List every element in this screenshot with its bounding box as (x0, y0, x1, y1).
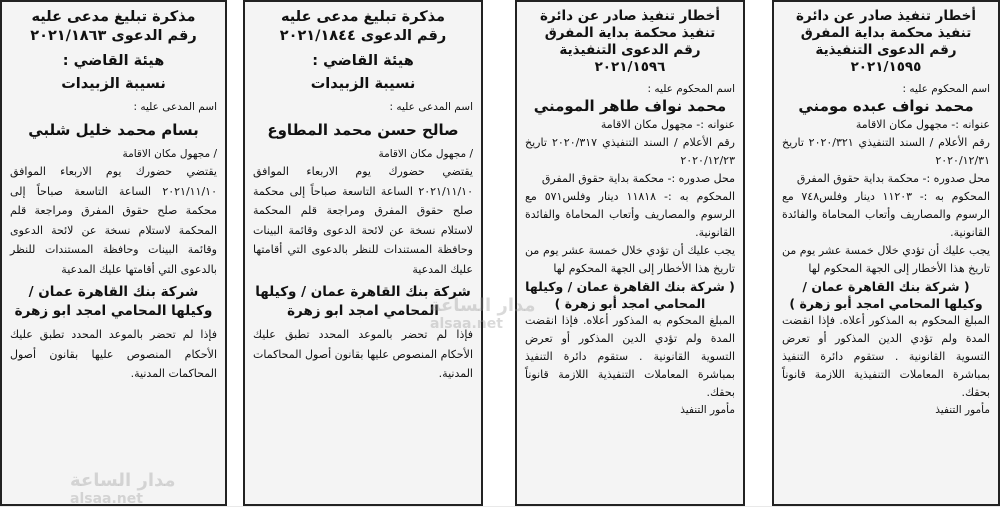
column-gutter (483, 0, 515, 506)
judged-label: اسم المحكوم عليه : (902, 83, 990, 95)
case-number: ٢٠٢١/١٥٩٥ (850, 59, 922, 75)
watermark-title: مدار الساعة (70, 470, 176, 491)
defendant-label: اسم المدعى عليه : (389, 101, 473, 113)
notice-title: مذكرة تبليغ مدعى عليه (280, 9, 446, 25)
judged-amount: المحكوم به :- ١١٢٠٣ دينار وفلس٧٤٨ مع الرسوم والمصاريف وأتعاب المحاماة والفائدة القانونية. (782, 190, 991, 239)
case-number: رقم الدعوى ٢٠٢١/١٨٤٤ (279, 28, 447, 44)
judge-label: هيئة القاضي : (312, 53, 414, 69)
execution-document: رقم الأعلام / السند التنفيذي ٢٠٢٠/٣٢١ تاريخ ٢٠٢٠/١٢/٣١ (782, 136, 990, 167)
defendant-name: بسام محمد خليل شلبي (28, 121, 199, 139)
notice-summons-1863 (0, 0, 227, 506)
notice-execution-1595 (772, 0, 1000, 506)
judge-name: نسيبة الزبيدات (61, 76, 166, 92)
watermark-url: alsaa.net (70, 491, 143, 507)
watermark-title: مدار الساعة (430, 295, 536, 316)
residence: / مجهول مكان الاقامة (122, 148, 217, 160)
notice-summons-1844 (243, 0, 483, 506)
defendant-label: اسم المدعى عليه : (133, 101, 217, 113)
plaintiff: شركة بنك القاهرة عمان / وكيلها المحامي امجد ابو زهرة (255, 284, 471, 319)
column-gutter (745, 0, 772, 506)
case-number: رقم الدعوى ٢٠٢١/١٨٦٣ (30, 28, 197, 44)
creditor: ( شركة بنك القاهرة عمان / وكيلها المحامي امجد أبو زهرة ) (525, 279, 735, 311)
case-number: ٢٠٢١/١٥٩٦ (594, 59, 666, 75)
execution-officer: مأمور التنفيذ (935, 404, 990, 416)
plaintiff: شركة بنك القاهرة عمان / وكيلها المحامي امجد ابو زهرة (14, 284, 213, 319)
notice-title-line3: رقم الدعوى التنفيذية (815, 42, 957, 58)
notice-title-line1: أخطار تنفيذ صادر عن دائرة (796, 8, 976, 24)
column-gutter (227, 0, 243, 506)
judged-label: اسم المحكوم عليه : (647, 83, 735, 95)
notice-title-line3: رقم الدعوى التنفيذية (559, 42, 701, 58)
summons-body: يقتضي حضورك يوم الاربعاء الموافق ٢٠٢١/١١/١٠ الساعة التاسعة صباحاً إلى محكمة صلح حقوق المفرق ومراجعة قلم المحكمة لاستلام نسخة عن لائحة الدعوى وقائمة البينات وحافظة المستندات للنظر بالدعوى التي أقامتها عليك المدعية (253, 165, 473, 276)
judged-name: محمد نواف عبده مومني (798, 97, 974, 115)
issuing-court: محل صدوره :- محكمة بداية حقوق المفرق (796, 172, 990, 185)
notice-title: مذكرة تبليغ مدعى عليه (31, 9, 196, 25)
judge-label: هيئة القاضي : (62, 53, 165, 69)
judged-name: محمد نواف طاهر المومني (533, 97, 727, 115)
notice-title-line1: أخطار تنفيذ صادر عن دائرة (540, 8, 720, 24)
residence: / مجهول مكان الاقامة (378, 148, 473, 160)
closing-text: فإذا لم تحضر بالموعد المحدد تطبق عليك الأحكام المنصوص عليها بقانون أصول المحاكمات المدنية. (10, 328, 217, 380)
payment-instruction: يجب عليك أن تؤدي خلال خمسة عشر يوم من تاريخ هذا الأخطار إلى الجهة المحكوم لها (525, 244, 735, 275)
creditor: ( شركة بنك القاهرة عمان / وكيلها المحامي امجد أبو زهرة ) (789, 279, 983, 311)
judge-name: نسيبة الزبيدات (310, 76, 416, 92)
address: عنوانه :- مجهول مكان الاقامة (855, 118, 990, 131)
notice-title-line2: تنفيذ محكمة بداية المفرق (800, 25, 972, 41)
defendant-name: صالح حسن محمد المطاوع (267, 121, 459, 139)
execution-body: المبلغ المحكوم به المذكور أعلاه. فإذا انقضت المدة ولم تؤدي الدين المذكور أو تعرض التسوية القانونية . ستقوم دائرة التنفيذ بمباشرة المعاملات التنفيذية اللازمة قانوناً بحقك. (525, 314, 735, 399)
address: عنوانه :- مجهول مكان الاقامة (600, 118, 735, 131)
summons-body: يقتضي حضورك يوم الاربعاء الموافق ٢٠٢١/١١/١٠ الساعة التاسعة صباحاً إلى محكمة صلح حقوق المفرق ومراجعة قلم المحكمة لاستلام نسخة عن لائحة الدعوى وقائمة البينات وحافظة المستندات للنظر بالدعوى التي أقامتها عليك المدعية (10, 165, 217, 276)
notice-title-line2: تنفيذ محكمة بداية المفرق (544, 25, 716, 41)
judged-amount: المحكوم به :- ١١٨١٨ دينار وفلس٥٧١ مع الرسوم والمصاريف وأتعاب المحاماة والفائدة القانونية. (525, 190, 736, 239)
payment-instruction: يجب عليك أن تؤدي خلال خمسة عشر يوم من تاريخ هذا الأخطار إلى الجهة المحكوم لها (782, 244, 990, 275)
execution-document: رقم الأعلام / السند التنفيذي ٢٠٢٠/٣١٧ تاريخ ٢٠٢٠/١٢/٢٣ (525, 136, 735, 167)
execution-body: المبلغ المحكوم به المذكور أعلاه. فإذا انقضت المدة ولم تؤدي الدين المذكور أو تعرض التسوية القانونية . ستقوم دائرة التنفيذ بمباشرة المعاملات التنفيذية اللازمة قانوناً بحقك. (782, 314, 990, 399)
execution-officer: مأمور التنفيذ (680, 404, 735, 416)
watermark-url: alsaa.net (430, 316, 503, 332)
issuing-court: محل صدوره :- محكمة بداية حقوق المفرق (541, 172, 735, 185)
closing-text: فإذا لم تحضر بالموعد المحدد تطبق عليك الأحكام المنصوص عليها بقانون أصول المحاكمات المدنية. (253, 328, 473, 380)
notice-execution-1596 (515, 0, 745, 506)
